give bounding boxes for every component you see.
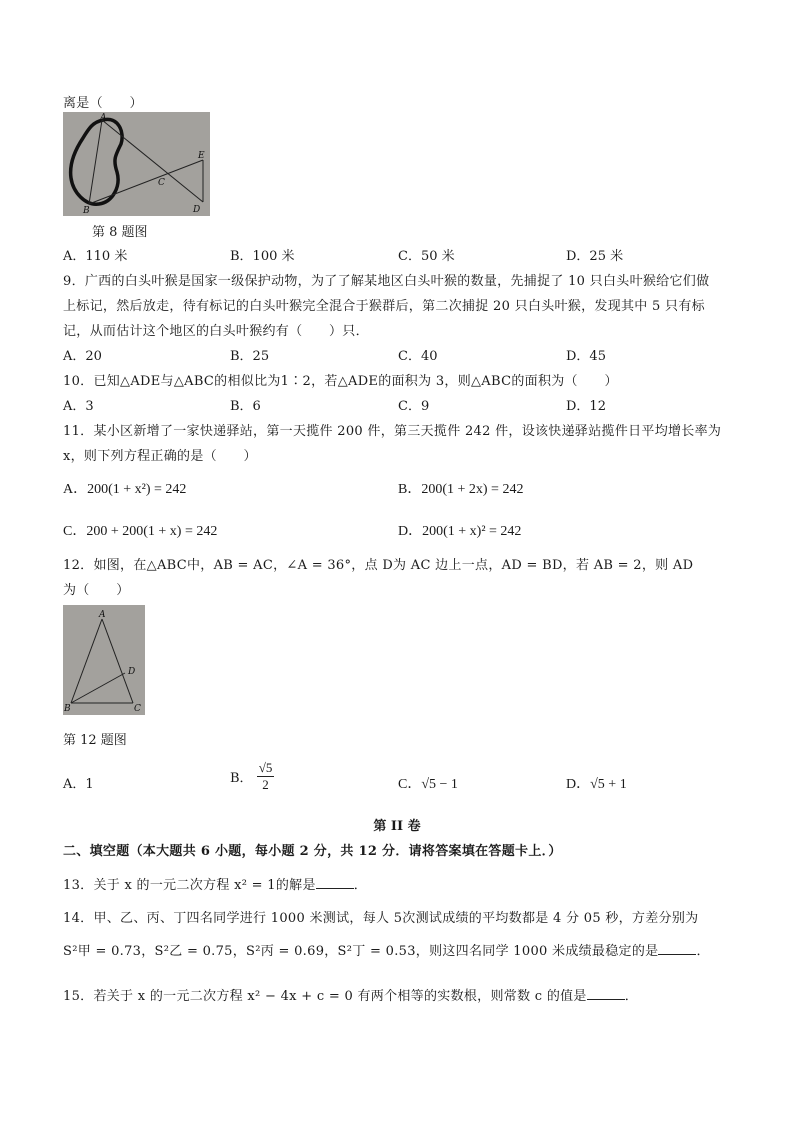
q8-option-a: A．110 米 (63, 249, 128, 264)
q12-caption: 第 12 题图 (63, 733, 127, 748)
q8-label-b: B (83, 206, 90, 216)
q12-label-b: B (64, 704, 71, 714)
q13-answer-blank[interactable] (316, 876, 354, 889)
q8-option-d: D．25 米 (566, 249, 624, 264)
q12-option-b-denominator: 2 (262, 777, 269, 792)
q10-option-d: D．12 (566, 399, 606, 414)
q12-label-a: A (99, 610, 106, 620)
q14-text: S²甲 = 0.73，S²乙 = 0.75，S²丙 = 0.69，S²丁 = 0.53，则这四名同学 1000 米成绩最稳定的是 (63, 944, 659, 959)
q11-option-b: B．200(1 + 2x) = 242 (398, 482, 524, 497)
q12-option-b-prefix: B． (230, 771, 253, 786)
q12-label-d: D (128, 667, 136, 677)
q12-line-1: 12．如图，在△ABC中，AB = AC，∠A = 36°，点 D为 AC 边上一点，AD = BD，若 AB = 2，则 AD (63, 558, 694, 573)
q11-line-1: 11．某小区新增了一家快递驿站，第一天揽件 200 件，第三天揽件 242 件，设该快递驿站揽件日平均增长率为 (63, 424, 722, 439)
q14-end: ． (696, 944, 710, 959)
q9-option-a: A．20 (63, 349, 102, 364)
q13-text: 13．关于 x 的一元二次方程 x² = 1的解是 (63, 878, 316, 893)
q12-option-c: C．√5 − 1 (398, 777, 458, 792)
figure-q8 (63, 112, 210, 216)
q9-option-c: C．40 (398, 349, 438, 364)
q8-stem-tail: 离是（ ） (63, 96, 143, 111)
q12-option-b-numerator: √5 (258, 760, 273, 775)
q12-option-b-fraction (257, 760, 275, 793)
q9-option-b: B．25 (230, 349, 270, 364)
q12-label-c: C (134, 704, 141, 714)
q15-stem (63, 985, 638, 1004)
q12-line-2: 为（ ） (63, 583, 130, 598)
q13-end: ． (353, 878, 368, 893)
q11-option-a: A．200(1 + x²) = 242 (63, 482, 187, 497)
section-title: 第 II 卷 (373, 819, 421, 834)
q15-text: 15．若关于 x 的一元二次方程 x² − 4x + c = 0 有两个相等的实数根，则常数 c 的值是 (63, 989, 587, 1004)
q8-label-c: C (158, 178, 165, 188)
q8-label-d: D (193, 205, 201, 215)
q13-stem (63, 874, 367, 893)
q8-label-a: A (100, 113, 107, 123)
q8-caption: 第 8 题图 (92, 225, 148, 240)
q15-answer-blank[interactable] (587, 987, 625, 1000)
q8-option-b: B．100 米 (230, 249, 295, 264)
q8-option-c: C．50 米 (398, 249, 455, 264)
q12-option-a: A．1 (63, 777, 94, 792)
q9-line-1: 9．广西的白头叶猴是国家一级保护动物，为了了解某地区白头叶猴的数量，先捕捉了 10 只白头叶猴给它们做 (63, 274, 710, 289)
section-heading: 二、填空题（本大题共 6 小题，每小题 2 分，共 12 分．请将答案填在答题卡上．） (63, 844, 562, 859)
q12-option-b (230, 760, 274, 793)
q11-line-2: x，则下列方程正确的是（ ） (63, 449, 257, 464)
q9-option-d: D．45 (566, 349, 606, 364)
q11-option-c: C．200 + 200(1 + x) = 242 (63, 524, 218, 539)
q10-option-a: A．3 (63, 399, 94, 414)
q12-option-d: D．√5 + 1 (566, 777, 627, 792)
figure-q12 (63, 605, 145, 715)
q8-label-e: E (198, 151, 205, 161)
q14-answer-blank[interactable] (658, 942, 696, 955)
q14-line-2 (63, 940, 710, 959)
q9-line-2: 上标记，然后放走，待有标记的白头叶猴完全混合于猴群后，第二次捕捉 20 只白头叶猴，发现其中 5 只有标 (63, 299, 705, 314)
q9-line-3: 记，从而估计这个地区的白头叶猴约有（ ）只． (63, 324, 369, 339)
q14-line-1: 14．甲、乙、丙、丁四名同学进行 1000 米测试，每人 5次测试成绩的平均数都是 4 分 05 秒，方差分别为 (63, 911, 699, 926)
q15-end: ． (624, 989, 639, 1004)
q10-option-c: C．9 (398, 399, 430, 414)
q10-option-b: B．6 (230, 399, 261, 414)
q11-option-d: D．200(1 + x)² = 242 (398, 524, 522, 539)
q10-stem: 10．已知△ADE与△ABC的相似比为1∶2，若△ADE的面积为 3，则△ABC的面积为（ ） (63, 374, 618, 389)
